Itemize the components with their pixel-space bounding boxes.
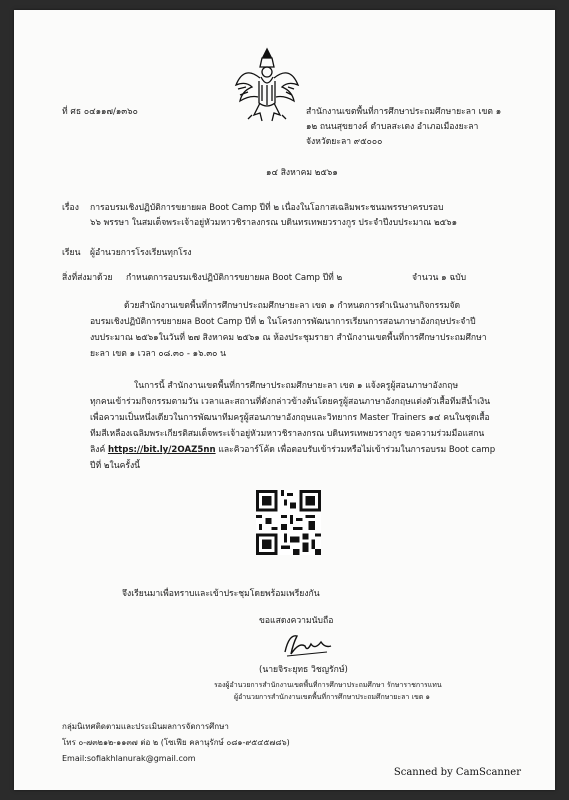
paragraph-1-line: ยะลา เขต ๑ เวลา ๐๘.๓๐ - ๑๖.๓๐ น — [90, 349, 227, 359]
paragraph-2-line: เพื่อความเป็นหนึ่งเดียวในการพัฒนาทีมครูผู้สอนภาษาอังกฤษและวิทยากร Master Trainers ๑๔ คนใน​ชุดเสื้อ — [90, 413, 490, 423]
office-address-line-1: สำนักงานเขตพื้นที่การศึกษาประถมศึกษายะลา เขต ๑ — [306, 107, 502, 117]
enclosure-description: กำหนดการอบรมเชิงปฏิบัติการขยายผล Boot Camp ปีที่ ๒ — [126, 273, 343, 283]
letter-date: ๑๔ สิงหาคม ๒๕๖๑ — [266, 168, 338, 178]
link-prefix: ลิงค์ — [90, 445, 106, 455]
subject-label: เรื่อง — [62, 203, 79, 213]
paragraph-1-line: งบประมาณ ๒๕๖๑ในวันที่ ๒๗ สิงหาคม ๒๕๖๑ ณ ห้องประชุมรายา สำนักงานเขตพื้นที่การศึกษาประถมศึกษา — [90, 333, 487, 343]
salutation-label: เรียน — [62, 248, 81, 258]
salutation-recipient: ผู้อำนวยการโรงเรียนทุกโรง — [90, 248, 192, 258]
paragraph-2-line: ในการนี้ สำนักงานเขตพื้นที่การศึกษาประถมศึกษายะลา เขต ๑ แจ้งครูผู้สอนภาษาอังกฤษ — [134, 381, 459, 391]
link-line — [90, 444, 495, 456]
enclosure-label: สิ่งที่ส่งมาด้วย — [62, 273, 113, 283]
document-page — [14, 10, 555, 790]
footer-email: Email:sofiakhlanurak@gmail.com — [62, 754, 196, 763]
footer-phone: โทร ๐-๗๓๒๑๒-๑๑๓๗ ต่อ ๒ (โซเฟีย คลานุรักษ์ ๐๘๑-๙๕๔๕๗๘๖) — [62, 738, 290, 747]
signatory-title-2: ผู้อำนวยการสำนักงานเขตพื้นที่การศึกษาประถมศึกษายะลา เขต ๑ — [234, 693, 430, 701]
link-line-2: ปีที่ ๒ในครั้งนี้ — [90, 461, 141, 471]
subject-line-2: ๖๖ พรรษา ในสมเด็จพระเจ้าอยู่หัวมหาวชิราลงกรณ บดินทรเทพยวรางกูร ประจำปีงบประมาณ ๒๕๖๑ — [90, 218, 458, 228]
reference-number: ที่ ศธ ๐๔๑๑๗/๑๓๖๐ — [62, 107, 138, 117]
office-address-line-3: จังหวัดยะลา ๙๕๐๐๐ — [306, 137, 383, 147]
qr-code-icon[interactable] — [256, 490, 321, 555]
closing-regards: ขอแสดงความนับถือ — [259, 616, 334, 626]
paragraph-1-line: ด้วยสำนักงานเขตพื้นที่การศึกษาประถมศึกษายะลา เขต ๑ กำหนดการดำเนินงานกิจกรรมจัด — [124, 301, 461, 311]
handwritten-signature-icon — [279, 630, 339, 660]
garuda-emblem-icon — [232, 45, 302, 125]
signatory-name: (นายจิระยุทธ วิชญรักษ์) — [259, 665, 348, 675]
footer-department: กลุ่มนิเทศติดตามและประเมินผลการจัดการศึกษา — [62, 722, 229, 731]
closing-request: จึงเรียนมาเพื่อทราบและเข้าประชุมโดยพร้อมเพรียงกัน — [122, 589, 320, 599]
paragraph-2-line: ทุกคนเข้าร่วมกิจกรรมตามวัน เวลาและสถานที่ดังกล่าวข้างต้นโดยครูผู้สอนภาษาอังกฤษแต่งตัวเสื้อทีมสีน้ำเงิน — [90, 397, 491, 407]
office-address-line-2: ๑๒ ถนนสุขยางค์ ตำบลสะเตง อำเภอเมืองยะลา — [306, 122, 479, 132]
enclosure-count: จำนวน ๑ ฉบับ — [412, 273, 467, 283]
paragraph-2-line: ทีมสีเหลืองเฉลิมพระเกียรติสมเด็จพระเจ้าอยู่หัวมหาวชิราลงกรณ บดินทรเทพยวรางกูร ขอความร่วมมือแสกน — [90, 429, 485, 439]
signatory-title-1: รองผู้อำนวยการสำนักงานเขตพื้นที่การศึกษาประถมศึกษา รักษาราชการแทน — [214, 681, 442, 689]
paragraph-1-line: อบรมเชิงปฏิบัติการขยายผล Boot Camp ปีที่ ๒ ในโครงการพัฒนาการเรียนการสอนภาษาอังกฤษประจำปี — [90, 317, 476, 327]
subject-line-1: การอบรมเชิงปฏิบัติการขยายผล Boot Camp ปีที่ ๒ เนื่องในโอกาสเฉลิมพระชนมพรรษาครบรอบ — [90, 203, 444, 213]
registration-link[interactable]: https://bit.ly/2OAZ5nn — [107, 445, 216, 455]
scanner-watermark: Scanned by CamScanner — [393, 767, 521, 778]
link-suffix: และคิวอาร์โค้ด เพื่อตอบรับเข้าร่วมหรือไม่เข้าร่วมในการอบรม Boot camp — [218, 445, 496, 455]
